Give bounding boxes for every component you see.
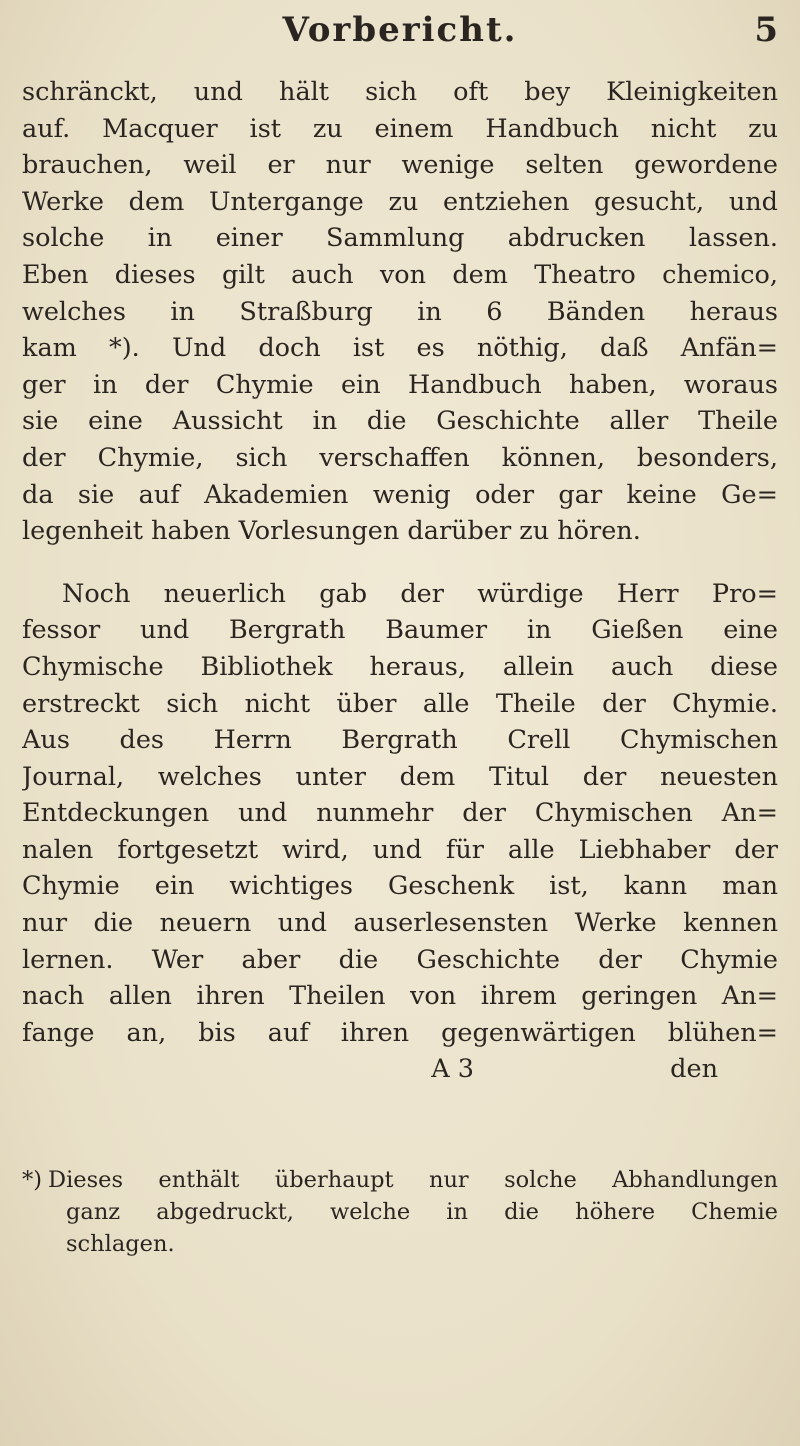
text-line: auf. Macquer ist zu einem Handbuch nicht zu bbox=[22, 113, 778, 144]
text-line: fessor und Bergrath Baumer in Gießen eine bbox=[22, 615, 778, 646]
main-text bbox=[22, 74, 778, 1088]
text-line: Chymie ein wichtiges Geschenk ist, kann man bbox=[22, 871, 778, 902]
text-line: solche in einer Sammlung abdrucken lassen. bbox=[22, 223, 778, 254]
text-line: brauchen, weil er nur wenige selten gewordene bbox=[22, 150, 778, 181]
footnote-line: schlagen. bbox=[66, 1231, 175, 1257]
text-line: der Chymie, sich verschaffen können, besonders, bbox=[22, 442, 778, 473]
text-line: da sie auf Akademien wenig oder gar keine Ge= bbox=[22, 479, 778, 510]
footnote-marker: *) bbox=[22, 1167, 43, 1193]
paragraph-2 bbox=[22, 576, 778, 1052]
text-line: legenheit haben Vorlesungen darüber zu hören. bbox=[22, 516, 641, 547]
text-line: erstreckt sich nicht über alle Theile der Chymie. bbox=[22, 688, 778, 719]
footnote bbox=[22, 1164, 778, 1260]
footnote-line: ganz abgedruckt, welche in die höhere Chemie bbox=[66, 1199, 778, 1225]
page-number: 5 bbox=[754, 10, 778, 50]
text-line: Journal, welches unter dem Titul der neuesten bbox=[22, 761, 778, 792]
text-line: ger in der Chymie ein Handbuch haben, woraus bbox=[22, 369, 778, 400]
page-header bbox=[0, 10, 800, 70]
signature-line bbox=[22, 1051, 778, 1088]
paragraph-1 bbox=[22, 74, 778, 550]
footnote-text: Dieses enthält überhaupt nur solche Abhandlungen bbox=[48, 1167, 778, 1193]
footnote-line bbox=[22, 1164, 778, 1196]
text-line: schränckt, und hält sich oft bey Kleinigkeiten bbox=[22, 77, 778, 107]
text-line: Eben dieses gilt auch von dem Theatro chemico, bbox=[22, 259, 778, 290]
text-line: nach allen ihren Theilen von ihrem geringen An= bbox=[22, 981, 778, 1012]
text-line: welches in Straßburg in 6 Bänden heraus bbox=[22, 296, 778, 327]
text-line: fange an, bis auf ihren gegenwärtigen blühen= bbox=[22, 1017, 778, 1048]
signature-mark: A 3 bbox=[431, 1054, 474, 1085]
text-line: kam *). Und doch ist es nöthig, daß Anfän= bbox=[22, 333, 778, 364]
paragraph-gap bbox=[22, 550, 778, 576]
text-line: nur die neuern und auserlesensten Werke kennen bbox=[22, 908, 778, 939]
text-line: nalen fortgesetzt wird, und für alle Liebhaber der bbox=[22, 834, 778, 865]
text-line: Aus des Herrn Bergrath Crell Chymischen bbox=[22, 725, 778, 756]
text-line: Chymische Bibliothek heraus, allein auch diese bbox=[22, 651, 778, 682]
text-line: Noch neuerlich gab der würdige Herr Pro= bbox=[62, 578, 778, 609]
text-line: lernen. Wer aber die Geschichte der Chymie bbox=[22, 944, 778, 975]
text-line: sie eine Aussicht in die Geschichte aller Theile bbox=[22, 406, 778, 437]
footnote-lines bbox=[22, 1164, 778, 1260]
text-line: Werke dem Untergange zu entziehen gesucht, und bbox=[22, 186, 778, 217]
text-line: Entdeckungen und nunmehr der Chymischen An= bbox=[22, 798, 778, 829]
catchword: den bbox=[670, 1054, 718, 1085]
running-head: Vorbericht. bbox=[282, 10, 518, 50]
